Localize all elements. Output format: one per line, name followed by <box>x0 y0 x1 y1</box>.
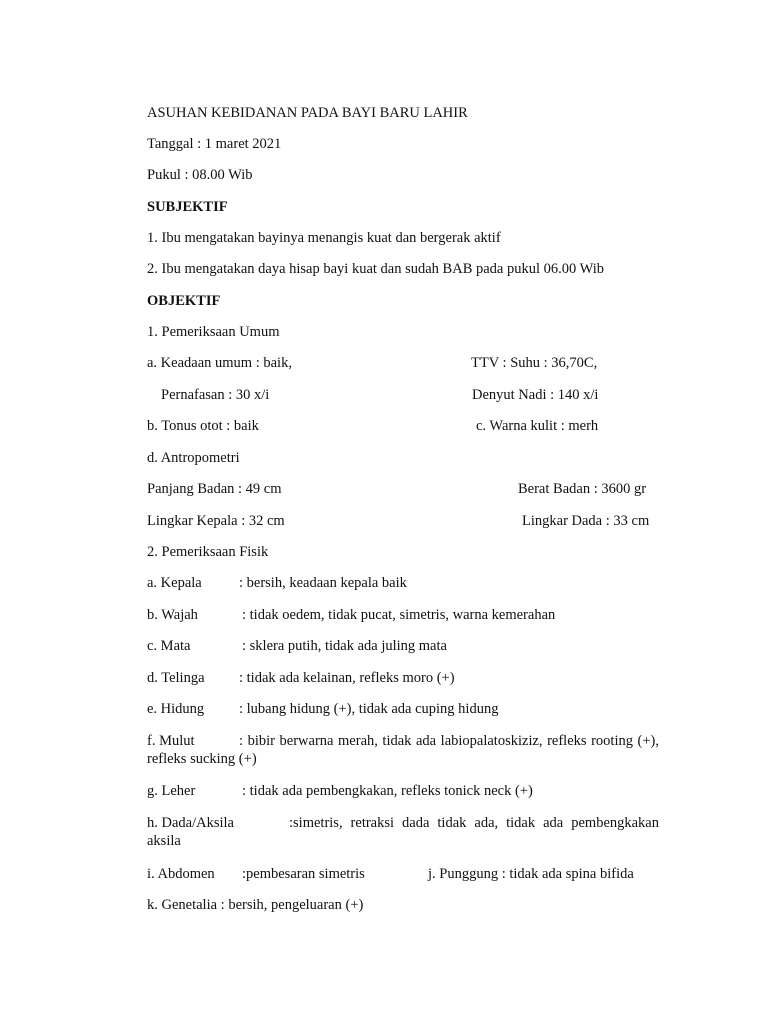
subjektif-item-2: 2. Ibu mengatakan daya hisap bayi kuat dan sudah BAB pada pukul 06.00 Wib <box>147 261 605 277</box>
fisik-leher-label: g. Leher <box>147 783 196 799</box>
subjektif-item-1: 1. Ibu mengatakan bayinya menangis kuat dan bergerak aktif <box>147 230 501 246</box>
fisik-mulut <box>147 732 659 768</box>
fisik-dada-label: h. Dada/Aksila <box>147 815 234 831</box>
fisik-dada-aksila <box>147 814 659 850</box>
fisik-kepala <box>147 574 407 592</box>
objektif-heading: OBJEKTIF <box>147 293 221 309</box>
fisik-mata-value: : sklera putih, tidak ada juling mata <box>242 638 447 654</box>
fisik-abdomen <box>147 865 365 883</box>
fisik-kepala-label: a. Kepala <box>147 575 202 591</box>
warna-kulit: c. Warna kulit : merh <box>476 418 599 434</box>
fisik-telinga-value: : tidak ada kelainan, refleks moro (+) <box>239 670 455 686</box>
fisik-telinga-label: d. Telinga <box>147 670 205 686</box>
pemeriksaan-umum-heading: 1. Pemeriksaan Umum <box>147 324 280 340</box>
fisik-abdomen-label: i. Abdomen <box>147 866 215 882</box>
pemeriksaan-fisik-heading: 2. Pemeriksaan Fisik <box>147 544 269 560</box>
denyut-nadi: Denyut Nadi : 140 x/i <box>472 387 599 403</box>
subjektif-heading: SUBJEKTIF <box>147 199 228 215</box>
fisik-mata <box>147 637 447 655</box>
document-title: ASUHAN KEBIDANAN PADA BAYI BARU LAHIR <box>147 105 468 121</box>
fisik-punggung: j. Punggung : tidak ada spina bifida <box>428 866 634 882</box>
lingkar-dada: Lingkar Dada : 33 cm <box>522 513 650 529</box>
lingkar-kepala: Lingkar Kepala : 32 cm <box>147 513 285 529</box>
antropometri-heading: d. Antropometri <box>147 450 240 466</box>
fisik-wajah-label: b. Wajah <box>147 607 198 623</box>
fisik-hidung-value: : lubang hidung (+), tidak ada cuping hidung <box>239 701 499 717</box>
fisik-hidung <box>147 700 498 718</box>
keadaan-umum: a. Keadaan umum : baik, <box>147 355 292 371</box>
fisik-leher <box>147 782 533 800</box>
fisik-mata-label: c. Mata <box>147 638 191 654</box>
fisik-kepala-value: : bersih, keadaan kepala baik <box>239 575 407 591</box>
time-line: Pukul : 08.00 Wib <box>147 167 253 183</box>
fisik-wajah-value: : tidak oedem, tidak pucat, simetris, warna kemerahan <box>242 607 556 623</box>
fisik-hidung-label: e. Hidung <box>147 701 205 717</box>
tonus-otot: b. Tonus otot : baik <box>147 418 259 434</box>
date-line: Tanggal : 1 maret 2021 <box>147 136 282 152</box>
fisik-wajah <box>147 606 555 624</box>
fisik-dada-value: :simetris, retraksi dada tidak ada, tidak ada pembengkakan aksila <box>147 815 659 849</box>
berat-badan: Berat Badan : 3600 gr <box>518 481 647 497</box>
pernafasan: Pernafasan : 30 x/i <box>161 387 270 403</box>
fisik-leher-value: : tidak ada pembengkakan, refleks tonick neck (+) <box>242 783 533 799</box>
fisik-telinga <box>147 669 455 687</box>
fisik-abdomen-value: :pembesaran simetris <box>242 866 365 882</box>
fisik-genetalia: k. Genetalia : bersih, pengeluaran (+) <box>147 897 364 913</box>
fisik-mulut-value: : bibir berwarna merah, tidak ada labiopalatoskiziz, refleks rooting (+), refleks sucking (+) <box>147 733 659 767</box>
panjang-badan: Panjang Badan : 49 cm <box>147 481 282 497</box>
fisik-mulut-label: f. Mulut <box>147 733 195 749</box>
ttv-suhu: TTV : Suhu : 36,70C, <box>471 355 598 371</box>
